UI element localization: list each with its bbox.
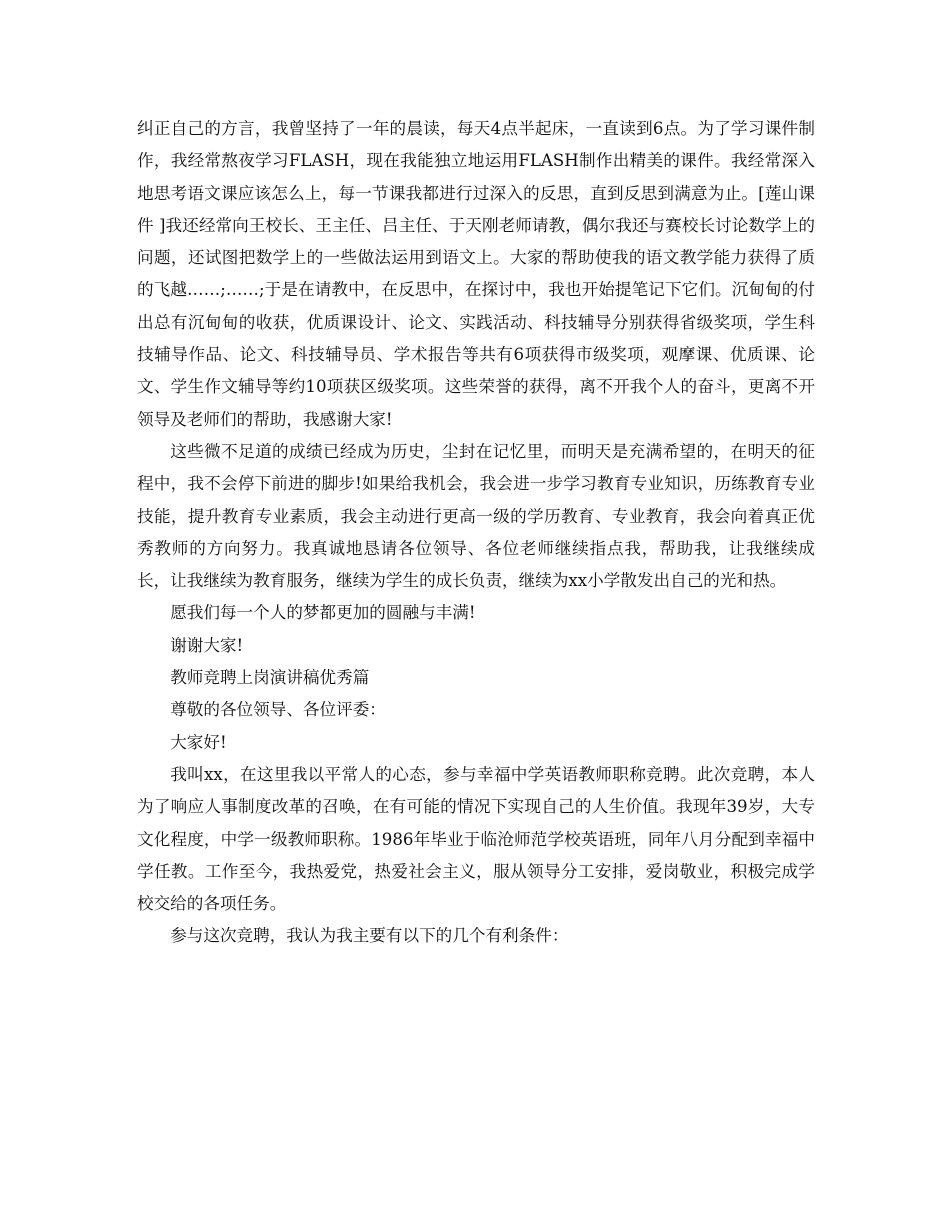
greeting: 大家好! [170,732,227,752]
section-title: 教师竞聘上岗演讲稿优秀篇 [170,668,370,688]
paragraph-future: 这些微不足道的成绩已经成为历史，尘封在记忆里，而明天是充满希望的，在明天的征程中，我不会停下前进的脚步!如果给我机会，我会进一步学习教育专业知识，历练教育专业技能，提升教育专业素质，我会主动进行更高一级的学历教育、专业教育，我会向着真正优秀教师的方向努力。我真诚地恳请各位领导、各位老师继续指点我，帮助我，让我继续成长，让我继续为教育服务，继续为学生的成长负责，继续为xx小学散发出自己的光和热。 [137,441,815,591]
paragraph-thanks: 谢谢大家! [170,635,244,655]
paragraph-wish: 愿我们每一个人的梦都更加的圆融与丰满! [170,603,476,623]
paragraph-conditions: 参与这次竞聘，我认为我主要有以下的几个有利条件： [170,926,569,946]
document-page [137,113,815,953]
paragraph-introduction: 我叫xx，在这里我以平常人的心态，参与幸福中学英语教师职称竞聘。此次竞聘，本人为了响应人事制度改革的召唤，在有可能的情况下实现自己的人生价值。我现年39岁，大专文化程度，中学一级教师职称。1986年毕业于临沧师范学校英语班，同年八月分配到幸福中学任教。工作至今，我热爱党，热爱社会主义，服从领导分工安排，爱岗敬业，积极完成学校交给的各项任务。 [137,764,815,914]
paragraph-continued: 纠正自己的方言，我曾坚持了一年的晨读，每天4点半起床，一直读到6点。为了学习课件制作，我经常熬夜学习FLASH，现在我能独立地运用FLASH制作出精美的课件。我经常深入地思考语文课应该怎么上，每一节课我都进行过深入的反思，直到反思到满意为止。[莲山课件 ]我还经常向王校长、王主任、吕主任、于天刚老师请教，偶尔我还与赛校长讨论数学上的问题，还试图把数学上的一些做法运用到语文上。大家的帮助使我的语文教学能力获得了质的飞越……;……;于是在请教中，在反思中，在探讨中，我也开始提笔记下它们。沉甸甸的付出总有沉甸甸的收获，优质课设计、论文、实践活动、科技辅导分别获得省级奖项，学生科技辅导作品、论文、科技辅导员、学术报告等共有6项获得市级奖项，观摩课、优质课、论文、学生作文辅导等约10项获区级奖项。这些荣誉的获得，离不开我个人的奋斗，更离不开领导及老师们的帮助，我感谢大家! [137,119,815,429]
salutation: 尊敬的各位领导、各位评委： [170,700,386,720]
